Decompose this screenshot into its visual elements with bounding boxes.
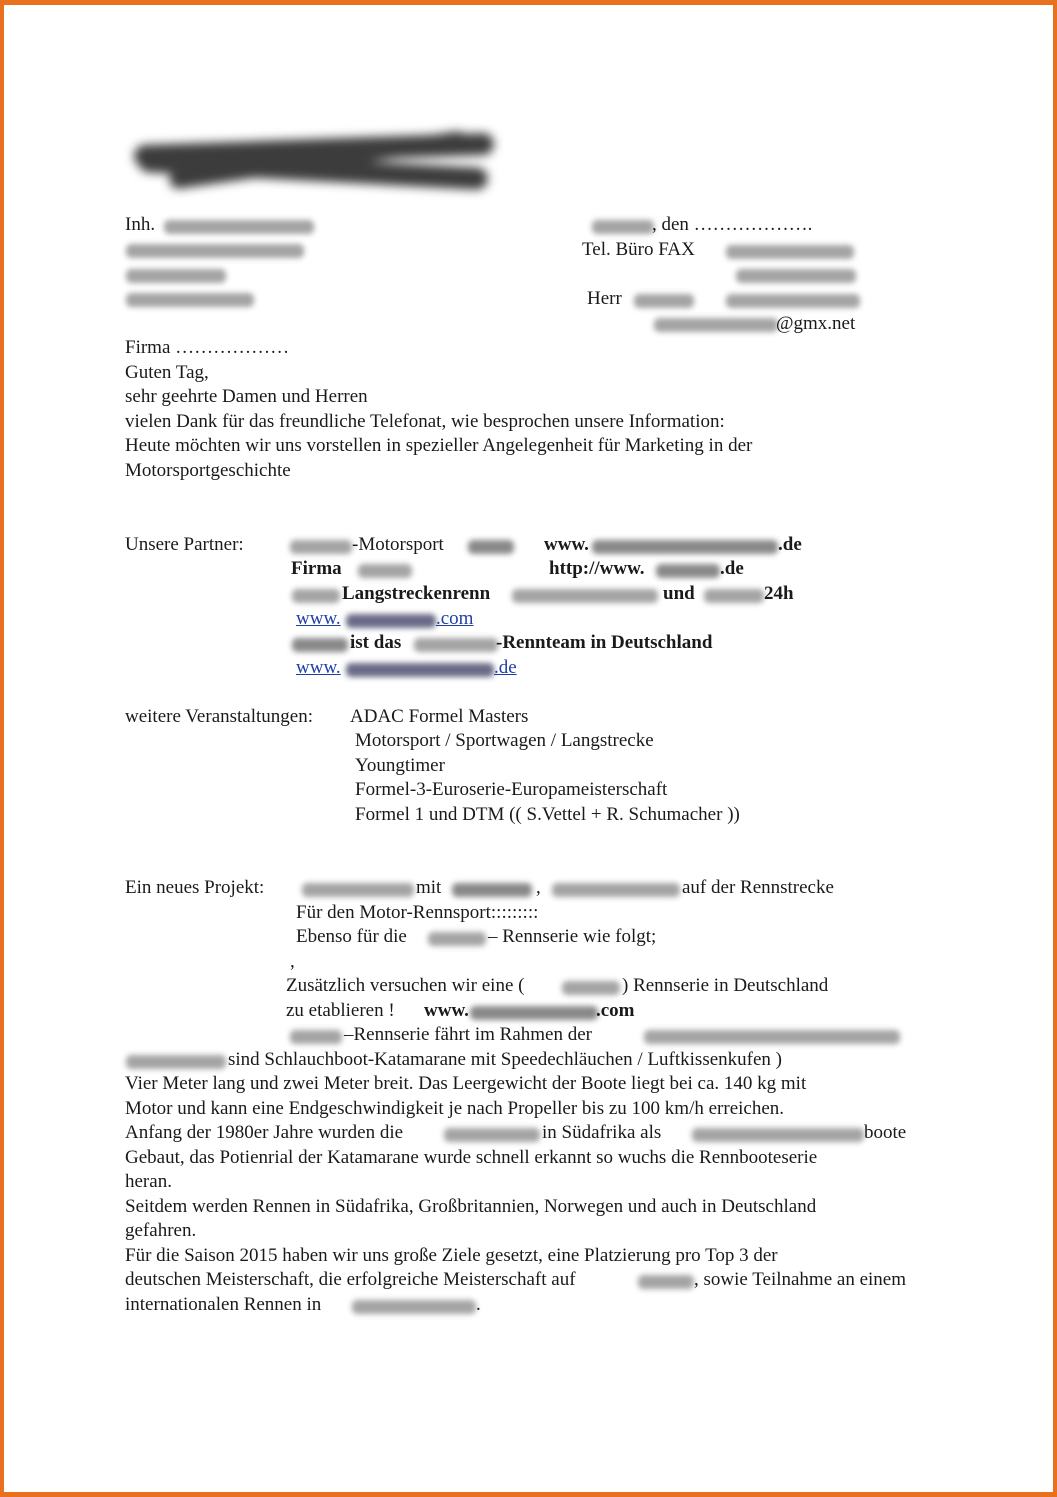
project-line-17-prefix: deutschen Meisterschaft, die erfolgreiche Meisterschaft auf <box>125 1269 576 1290</box>
intro-line-2: Heute möchten wir uns vorstellen in spezieller Angelegenheit für Marketing in der <box>125 435 753 456</box>
project-line-16: Für die Saison 2015 haben wir uns große Ziele gesetzt, eine Platzierung pro Top 3 der <box>125 1245 778 1266</box>
redacted-fax-number <box>736 269 856 283</box>
redacted-partner-1-url <box>592 540 778 554</box>
partner-1-web-suffix: .de <box>778 534 802 555</box>
project-line-14: Seitdem werden Rennen in Südafrika, Großbritannien, Norwegen und auch in Deutschland <box>125 1196 817 1217</box>
tel-label: Tel. Büro FAX <box>582 239 695 260</box>
redacted-international-place <box>352 1300 476 1314</box>
partner-3-text: Langstreckenrenn <box>342 583 491 604</box>
redacted-place <box>592 220 654 234</box>
redacted-partner-1b <box>468 540 514 554</box>
redacted-project-partner <box>452 883 532 897</box>
email-suffix: @gmx.net <box>776 313 856 334</box>
intro-line-3: Motorsportgeschichte <box>125 460 291 481</box>
partners-label: Unsere Partner: <box>125 534 244 555</box>
project-line-13: heran. <box>125 1171 172 1192</box>
project-line-12: Gebaut, das Potienrial der Katamarane wurde schnell erkannt so wuchs die Rennbooteserie <box>125 1147 818 1168</box>
redacted-event-name-2 <box>126 1055 226 1069</box>
redacted-tel-number <box>726 245 854 259</box>
partner-link-1-suffix[interactable]: .com <box>436 608 474 629</box>
project-mit: mit <box>416 877 442 898</box>
redacted-partner-4-team <box>414 638 498 652</box>
project-label: Ein neues Projekt: <box>125 877 265 898</box>
project-line-5-suffix: ) Rennserie in Deutschland <box>622 975 829 996</box>
redacted-contact-name <box>634 294 694 308</box>
project-line-17-suffix: , sowie Teilnahme an einem <box>694 1269 907 1290</box>
project-line-10: Motor und kann eine Endgeschwindigkeit je nach Propeller bis zu 100 km/h erreichen. <box>125 1098 785 1119</box>
redacted-street <box>126 244 304 258</box>
project-line-3-prefix: Ebenso für die <box>296 926 407 947</box>
partner-link-1-prefix[interactable]: www. <box>296 608 341 629</box>
redacted-partner-2-url <box>656 564 720 578</box>
redacted-city <box>126 293 254 307</box>
project-rennstrecke: auf der Rennstrecke <box>682 877 834 898</box>
redacted-partner-link-2[interactable] <box>346 663 494 677</box>
project-line-18-suffix: . <box>476 1294 481 1315</box>
redacted-partner-3-event <box>512 589 658 603</box>
project-line-8: sind Schlauchboot-Katamarane mit Speedechläuchen / Luftkissenkufen ) <box>228 1049 782 1070</box>
redacted-partner-3 <box>292 589 340 603</box>
greeting: Guten Tag, <box>125 362 209 383</box>
event-item: Formel 1 und DTM (( S.Vettel + R. Schumacher )) <box>355 804 740 825</box>
partner-3-und: und <box>663 583 695 604</box>
redacted-project-name <box>302 883 414 897</box>
redacted-boat-type <box>692 1128 864 1142</box>
project-line-9: Vier Meter lang und zwei Meter breit. Das Leergewicht der Boote liegt bei ca. 140 kg mit <box>125 1073 807 1094</box>
partner-1-text: -Motorsport <box>352 534 444 555</box>
partner-4-text: ist das <box>350 632 402 653</box>
project-line-11-prefix: Anfang der 1980er Jahre wurden die <box>125 1122 404 1143</box>
redacted-partner-4 <box>292 638 348 652</box>
redacted-mobile <box>726 294 860 308</box>
redacted-partner-link-1[interactable] <box>346 614 436 628</box>
redacted-boat-name <box>444 1128 540 1142</box>
partner-link-2-prefix[interactable]: www. <box>296 657 341 678</box>
redacted-partner-3-event-b <box>704 589 764 603</box>
partner-4-suffix: -Rennteam in Deutschland <box>496 632 713 653</box>
redacted-event-name <box>644 1030 900 1044</box>
redacted-logo-icon <box>128 129 500 193</box>
project-line-6-prefix: zu etablieren ! <box>286 1000 395 1021</box>
date-line: , den ………………. <box>652 214 813 235</box>
project-line-15: gefahren. <box>125 1220 197 1241</box>
event-item: Youngtimer <box>355 755 445 776</box>
project-line-6-web-prefix: www. <box>424 1000 469 1021</box>
partner-3-24h: 24h <box>764 583 794 604</box>
project-comma: , <box>536 877 541 898</box>
salutation: sehr geehrte Damen und Herren <box>125 386 368 407</box>
partner-2-web-prefix: http://www. <box>549 558 645 579</box>
redacted-address-line <box>126 269 226 283</box>
partner-1-web-prefix: www. <box>544 534 589 555</box>
events-label: weitere Veranstaltungen: <box>125 706 313 727</box>
redacted-project-url <box>470 1006 598 1020</box>
project-line-2: Für den Motor-Rennsport::::::::: <box>296 902 539 923</box>
redacted-partner-1 <box>290 540 352 554</box>
project-line-3-suffix: – Rennserie wie folgt; <box>488 926 657 947</box>
event-item: ADAC Formel Masters <box>350 706 529 727</box>
redacted-partner-2 <box>358 564 412 578</box>
redacted-championship-place <box>638 1275 694 1289</box>
project-line-4: , <box>290 951 295 972</box>
project-line-11-mid: in Südafrika als <box>542 1122 662 1143</box>
letter-page <box>4 5 1053 1492</box>
inh-label: Inh. <box>125 214 156 235</box>
herr-label: Herr <box>587 288 622 309</box>
redacted-email-user <box>654 318 778 332</box>
redacted-series-type <box>562 981 620 995</box>
project-line-5-prefix: Zusätzlich versuchen wir eine ( <box>286 975 525 996</box>
redacted-project-place <box>552 883 680 897</box>
redacted-owner-name <box>164 220 314 234</box>
project-line-7: –Rennserie fährt im Rahmen der <box>344 1024 592 1045</box>
redacted-series-name <box>428 932 486 946</box>
partner-2-text: Firma <box>291 558 342 579</box>
intro-line-1: vielen Dank für das freundliche Telefonat, wie besprochen unsere Information: <box>125 411 725 432</box>
project-line-11-suffix: boote <box>864 1122 907 1143</box>
project-line-18-prefix: internationalen Rennen in <box>125 1294 322 1315</box>
redacted-series-name-2 <box>290 1030 342 1044</box>
partner-2-web-suffix: .de <box>720 558 744 579</box>
firma-line: Firma ……………… <box>125 337 290 358</box>
project-line-6-web-suffix: .com <box>596 1000 635 1021</box>
partner-link-2-suffix[interactable]: .de <box>494 657 517 678</box>
event-item: Motorsport / Sportwagen / Langstrecke <box>355 730 654 751</box>
event-item: Formel-3-Euroserie-Europameisterschaft <box>355 779 668 800</box>
